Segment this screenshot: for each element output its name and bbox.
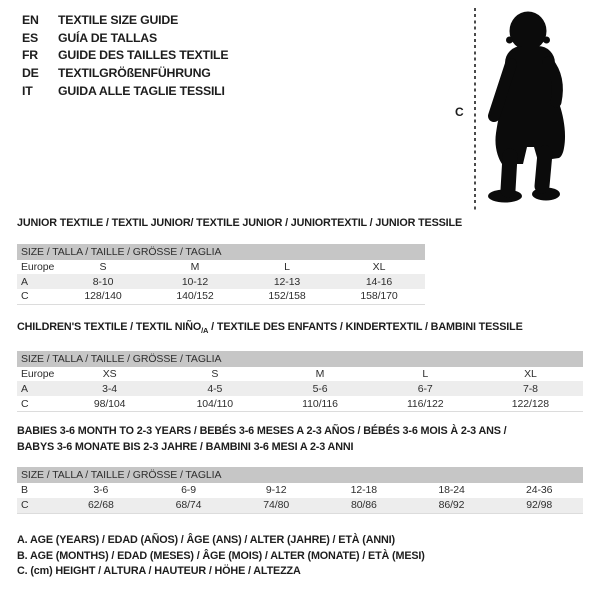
size-cell: 68/74 [175,499,202,512]
table-title [17,320,583,339]
legend-notes [17,533,425,580]
language-row [22,82,228,100]
size-header-bar: SIZE / TALLA / TAILLE / GRÖSSE / TAGLIA [17,351,583,367]
language-code: EN [22,12,39,27]
size-cell: 10-12 [181,275,209,288]
size-cell: 12-13 [273,275,301,288]
table-row [17,498,583,513]
table-body [17,260,425,305]
size-cell: S [211,368,219,381]
language-row [22,64,228,82]
size-cell: 86/92 [438,499,465,512]
size-cell: 6-9 [181,484,196,497]
table-row [17,260,425,275]
size-cell: L [284,260,290,273]
size-cell: 110/116 [302,397,338,410]
table-title-text: BABYS 3-6 MONATE BIS 2-3 JAHRE / BAMBINI 3-6 MESI A 2-3 ANNI [17,440,354,453]
babies-textile-section [17,424,583,514]
language-title: GUÍA DE TALLAS [58,30,157,45]
table-row [17,289,425,304]
note-age-years: A. AGE (YEARS) / EDAD (AÑOS) / ÂGE (ANS) / ALTER (JAHRE) / ETÀ (ANNI) [17,534,395,546]
language-row [22,47,228,65]
size-cell: 80/86 [350,499,377,512]
table-title-text: JUNIOR TEXTILE / TEXTIL JUNIOR/ TEXTILE JUNIOR / JUNIORTEXTIL / JUNIOR TESSILE [17,217,463,229]
table-title-text: / TEXTILE DES ENFANTS / KINDERTEXTIL / BAMBINI TESSILE [208,321,523,333]
size-cell: 98/104 [93,397,126,410]
size-cell: 5-6 [312,382,328,395]
size-cell: 152/158 [268,290,306,303]
baby-silhouette-image [480,0,600,215]
table-row [17,274,425,289]
language-code: DE [22,66,39,81]
row-label: Europe [21,368,55,381]
table-title-line [17,216,463,232]
language-code: IT [22,84,33,99]
size-cell: 116/122 [406,397,444,410]
size-cell: 9-12 [265,484,287,497]
size-cell: 18-24 [438,484,465,497]
size-cell: L [422,368,429,381]
height-measure-label: C [455,105,464,119]
size-cell: 24-36 [526,484,553,497]
table-title-subscript: /A [201,326,209,336]
language-title: GUIDA ALLE TAGLIE TESSILI [58,84,225,99]
size-cell: 128/140 [84,290,122,303]
table-row [17,381,583,396]
size-cell: 92/98 [526,499,553,512]
language-title: GUIDE DES TAILLES TEXTILE [58,48,229,63]
table-row [17,367,583,382]
size-cell: 4-5 [207,382,223,395]
size-header-bar: SIZE / TALLA / TAILLE / GRÖSSE / TAGLIA [17,244,425,260]
table-row [17,396,583,411]
size-cell: 158/170 [360,290,398,303]
size-cell: 6-7 [417,382,433,395]
table-body [17,367,583,412]
size-cell: 8-10 [92,275,114,288]
size-cell: 140/152 [176,290,214,303]
junior-textile-section [17,216,463,305]
size-cell: 12-18 [350,484,378,497]
table-body [17,483,583,514]
size-cell: 104/110 [196,397,234,410]
size-cell: S [99,260,107,273]
size-cell: 3-4 [102,382,118,395]
size-cell: 122/128 [511,397,550,410]
size-cell: 74/80 [263,499,290,512]
language-row [22,11,228,29]
size-cell: M [190,260,200,273]
size-cell: 62/68 [87,499,114,512]
size-cell: M [315,368,325,381]
note-height-cm: C. (cm) HEIGHT / ALTURA / HAUTEUR / HÖHE / ALTEZZA [17,565,301,578]
row-label: C [21,499,29,512]
table-row [17,483,583,498]
table-title-line [17,424,583,440]
size-cell: 3-6 [93,484,109,497]
row-label: C [21,290,29,303]
row-label: A [21,275,28,288]
note-age-months: B. AGE (MONTHS) / EDAD (MESES) / ÂGE (MOIS) / ALTER (MONATE) / ETÀ (MESI) [17,549,425,562]
size-cell: 7-8 [522,382,538,395]
size-cell: 14-16 [365,275,393,288]
language-code: ES [22,30,39,45]
row-label: Europe [21,260,55,273]
row-label: B [21,484,28,497]
table-title-line [17,320,583,339]
row-label: A [21,382,28,395]
size-cell: XS [102,368,117,381]
size-cell: XL [372,260,386,273]
table-title [17,216,463,232]
row-label: C [21,397,29,410]
language-code: FR [22,48,38,63]
table-title-line [17,440,583,456]
size-cell: XL [524,368,537,381]
table-title [17,424,583,455]
height-measure-line [474,8,476,210]
size-header-bar: SIZE / TALLA / TAILLE / GRÖSSE / TAGLIA [17,467,583,483]
language-title: TEXTILE SIZE GUIDE [58,12,179,27]
table-title-text: BABIES 3-6 MONTH TO 2-3 YEARS / BEBÉS 3-6 MESES A 2-3 AÑOS / BÉBÉS 3-6 MOIS À 2-3 ANS / [17,425,507,437]
table-title-text: CHILDREN'S TEXTILE / TEXTIL NIÑO [17,321,202,333]
language-title: TEXTILGRÖßENFÜHRUNG [58,66,211,81]
language-row [22,29,228,47]
language-list [22,11,228,100]
childrens-textile-section [17,320,583,412]
